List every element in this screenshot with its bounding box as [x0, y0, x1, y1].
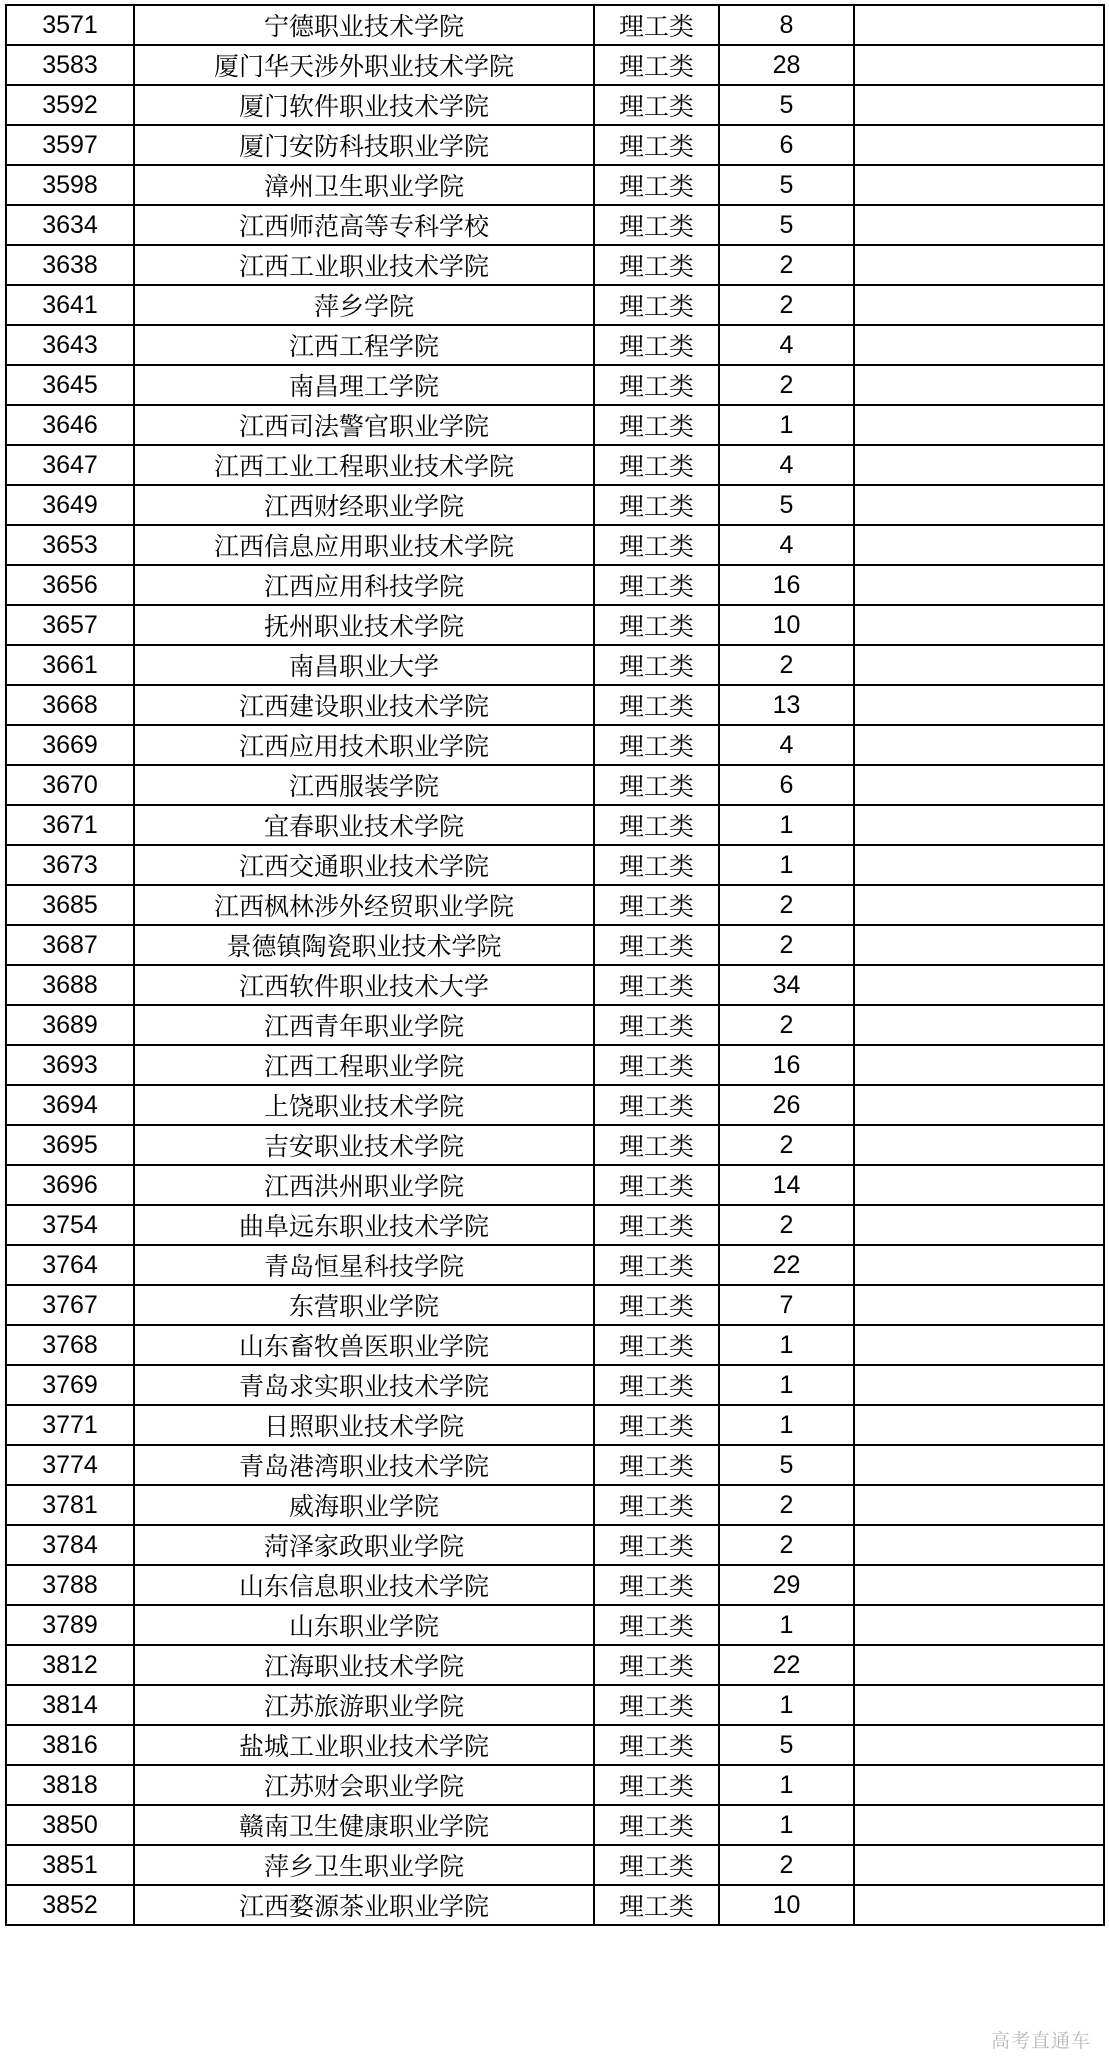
cell-plan-count: 6 — [719, 765, 854, 805]
cell-subject-type: 理工类 — [594, 1845, 719, 1885]
cell-school-name: 江西交通职业技术学院 — [134, 845, 594, 885]
table-row — [6, 725, 1104, 765]
cell-blank — [854, 525, 1104, 565]
cell-school-name: 赣南卫生健康职业学院 — [134, 1805, 594, 1845]
cell-blank — [854, 1205, 1104, 1245]
cell-school-code: 3769 — [6, 1365, 134, 1405]
cell-school-code: 3592 — [6, 85, 134, 125]
cell-school-code: 3694 — [6, 1085, 134, 1125]
cell-plan-count: 1 — [719, 845, 854, 885]
cell-school-name: 抚州职业技术学院 — [134, 605, 594, 645]
cell-school-name: 山东畜牧兽医职业学院 — [134, 1325, 594, 1365]
cell-plan-count: 1 — [719, 1685, 854, 1725]
cell-plan-count: 2 — [719, 925, 854, 965]
cell-school-code: 3653 — [6, 525, 134, 565]
table-row — [6, 1405, 1104, 1445]
cell-subject-type: 理工类 — [594, 285, 719, 325]
cell-plan-count: 1 — [719, 805, 854, 845]
cell-school-code: 3571 — [6, 5, 134, 45]
cell-blank — [854, 1725, 1104, 1765]
table-row — [6, 525, 1104, 565]
cell-blank — [854, 845, 1104, 885]
cell-school-code: 3583 — [6, 45, 134, 85]
cell-blank — [854, 325, 1104, 365]
table-row — [6, 1525, 1104, 1565]
cell-blank — [854, 45, 1104, 85]
table-row — [6, 1365, 1104, 1405]
cell-subject-type: 理工类 — [594, 1605, 719, 1645]
table-row — [6, 1165, 1104, 1205]
cell-school-code: 3597 — [6, 125, 134, 165]
cell-blank — [854, 565, 1104, 605]
cell-plan-count: 2 — [719, 365, 854, 405]
cell-school-code: 3645 — [6, 365, 134, 405]
cell-plan-count: 5 — [719, 485, 854, 525]
cell-subject-type: 理工类 — [594, 1045, 719, 1085]
cell-blank — [854, 205, 1104, 245]
cell-subject-type: 理工类 — [594, 885, 719, 925]
cell-blank — [854, 1405, 1104, 1445]
cell-plan-count: 14 — [719, 1165, 854, 1205]
cell-plan-count: 5 — [719, 165, 854, 205]
cell-subject-type: 理工类 — [594, 205, 719, 245]
cell-school-name: 宜春职业技术学院 — [134, 805, 594, 845]
cell-school-code: 3685 — [6, 885, 134, 925]
cell-school-code: 3641 — [6, 285, 134, 325]
cell-school-code: 3771 — [6, 1405, 134, 1445]
table-row — [6, 1725, 1104, 1765]
cell-subject-type: 理工类 — [594, 365, 719, 405]
table-row — [6, 1205, 1104, 1245]
table-row — [6, 1045, 1104, 1085]
cell-plan-count: 2 — [719, 885, 854, 925]
cell-school-name: 萍乡学院 — [134, 285, 594, 325]
cell-school-code: 3818 — [6, 1765, 134, 1805]
cell-school-name: 江西软件职业技术大学 — [134, 965, 594, 1005]
cell-blank — [854, 1765, 1104, 1805]
cell-subject-type: 理工类 — [594, 5, 719, 45]
table-row — [6, 125, 1104, 165]
cell-blank — [854, 805, 1104, 845]
cell-plan-count: 5 — [719, 1725, 854, 1765]
cell-subject-type: 理工类 — [594, 485, 719, 525]
table-row — [6, 925, 1104, 965]
cell-plan-count: 10 — [719, 605, 854, 645]
cell-blank — [854, 925, 1104, 965]
cell-subject-type: 理工类 — [594, 1205, 719, 1245]
cell-school-code: 3816 — [6, 1725, 134, 1765]
cell-school-code: 3673 — [6, 845, 134, 885]
table-row — [6, 1885, 1104, 1925]
cell-school-code: 3671 — [6, 805, 134, 845]
cell-blank — [854, 1005, 1104, 1045]
cell-subject-type: 理工类 — [594, 325, 719, 365]
cell-school-code: 3850 — [6, 1805, 134, 1845]
cell-plan-count: 5 — [719, 205, 854, 245]
cell-school-name: 江西司法警官职业学院 — [134, 405, 594, 445]
cell-school-name: 山东职业学院 — [134, 1605, 594, 1645]
cell-blank — [854, 1085, 1104, 1125]
cell-plan-count: 2 — [719, 645, 854, 685]
cell-plan-count: 4 — [719, 525, 854, 565]
cell-subject-type: 理工类 — [594, 1565, 719, 1605]
cell-subject-type: 理工类 — [594, 1405, 719, 1445]
table-row — [6, 885, 1104, 925]
table-row — [6, 405, 1104, 445]
cell-plan-count: 4 — [719, 325, 854, 365]
table-row — [6, 1645, 1104, 1685]
table-row — [6, 1325, 1104, 1365]
table-row — [6, 685, 1104, 725]
table-row — [6, 205, 1104, 245]
table-row — [6, 805, 1104, 845]
cell-subject-type: 理工类 — [594, 1445, 719, 1485]
cell-blank — [854, 485, 1104, 525]
table-row — [6, 1765, 1104, 1805]
cell-subject-type: 理工类 — [594, 565, 719, 605]
cell-subject-type: 理工类 — [594, 85, 719, 125]
cell-plan-count: 2 — [719, 1205, 854, 1245]
cell-school-code: 3647 — [6, 445, 134, 485]
cell-school-name: 江西应用技术职业学院 — [134, 725, 594, 765]
table-row — [6, 1565, 1104, 1605]
table-row — [6, 85, 1104, 125]
cell-blank — [854, 1605, 1104, 1645]
cell-subject-type: 理工类 — [594, 1765, 719, 1805]
cell-subject-type: 理工类 — [594, 1485, 719, 1525]
cell-school-code: 3689 — [6, 1005, 134, 1045]
cell-blank — [854, 645, 1104, 685]
cell-blank — [854, 1165, 1104, 1205]
cell-plan-count: 16 — [719, 1045, 854, 1085]
cell-subject-type: 理工类 — [594, 965, 719, 1005]
cell-school-name: 江西工程学院 — [134, 325, 594, 365]
cell-subject-type: 理工类 — [594, 45, 719, 85]
cell-school-code: 3598 — [6, 165, 134, 205]
cell-school-name: 东营职业学院 — [134, 1285, 594, 1325]
cell-blank — [854, 1285, 1104, 1325]
cell-school-name: 江西洪州职业学院 — [134, 1165, 594, 1205]
cell-subject-type: 理工类 — [594, 845, 719, 885]
cell-plan-count: 1 — [719, 1365, 854, 1405]
cell-plan-count: 1 — [719, 405, 854, 445]
cell-plan-count: 1 — [719, 1405, 854, 1445]
cell-blank — [854, 245, 1104, 285]
cell-blank — [854, 1845, 1104, 1885]
cell-blank — [854, 965, 1104, 1005]
cell-plan-count: 2 — [719, 1525, 854, 1565]
cell-plan-count: 5 — [719, 85, 854, 125]
cell-subject-type: 理工类 — [594, 1005, 719, 1045]
cell-school-name: 山东信息职业技术学院 — [134, 1565, 594, 1605]
cell-subject-type: 理工类 — [594, 245, 719, 285]
cell-subject-type: 理工类 — [594, 1725, 719, 1765]
cell-blank — [854, 165, 1104, 205]
cell-school-code: 3784 — [6, 1525, 134, 1565]
cell-subject-type: 理工类 — [594, 725, 719, 765]
cell-subject-type: 理工类 — [594, 1325, 719, 1365]
table-row — [6, 765, 1104, 805]
cell-plan-count: 4 — [719, 445, 854, 485]
table-row — [6, 245, 1104, 285]
cell-blank — [854, 1125, 1104, 1165]
cell-blank — [854, 1325, 1104, 1365]
cell-school-code: 3634 — [6, 205, 134, 245]
cell-school-name: 厦门安防科技职业学院 — [134, 125, 594, 165]
cell-subject-type: 理工类 — [594, 1125, 719, 1165]
cell-school-code: 3643 — [6, 325, 134, 365]
cell-plan-count: 2 — [719, 1485, 854, 1525]
cell-school-name: 日照职业技术学院 — [134, 1405, 594, 1445]
cell-plan-count: 34 — [719, 965, 854, 1005]
cell-school-name: 威海职业学院 — [134, 1485, 594, 1525]
cell-school-name: 江苏财会职业学院 — [134, 1765, 594, 1805]
cell-school-code: 3696 — [6, 1165, 134, 1205]
table-row — [6, 5, 1104, 45]
cell-school-code: 3687 — [6, 925, 134, 965]
cell-blank — [854, 1525, 1104, 1565]
table-row — [6, 965, 1104, 1005]
table-row — [6, 365, 1104, 405]
cell-blank — [854, 125, 1104, 165]
cell-school-name: 曲阜远东职业技术学院 — [134, 1205, 594, 1245]
cell-school-name: 江西信息应用职业技术学院 — [134, 525, 594, 565]
cell-school-name: 江西工业工程职业技术学院 — [134, 445, 594, 485]
cell-school-code: 3768 — [6, 1325, 134, 1365]
cell-school-name: 江西青年职业学院 — [134, 1005, 594, 1045]
cell-blank — [854, 885, 1104, 925]
cell-school-code: 3788 — [6, 1565, 134, 1605]
cell-blank — [854, 5, 1104, 45]
admission-plan-table — [5, 4, 1105, 1926]
table-row — [6, 1285, 1104, 1325]
cell-school-name: 青岛求实职业技术学院 — [134, 1365, 594, 1405]
cell-school-code: 3852 — [6, 1885, 134, 1925]
cell-school-name: 江西工程职业学院 — [134, 1045, 594, 1085]
cell-blank — [854, 685, 1104, 725]
cell-school-name: 江西工业职业技术学院 — [134, 245, 594, 285]
cell-school-name: 青岛港湾职业技术学院 — [134, 1445, 594, 1485]
cell-blank — [854, 445, 1104, 485]
table-row — [6, 1445, 1104, 1485]
cell-plan-count: 1 — [719, 1325, 854, 1365]
table-row — [6, 45, 1104, 85]
cell-school-name: 江海职业技术学院 — [134, 1645, 594, 1685]
cell-school-name: 江西婺源茶业职业学院 — [134, 1885, 594, 1925]
cell-subject-type: 理工类 — [594, 1285, 719, 1325]
cell-blank — [854, 1885, 1104, 1925]
cell-plan-count: 26 — [719, 1085, 854, 1125]
cell-school-name: 江西财经职业学院 — [134, 485, 594, 525]
cell-school-name: 青岛恒星科技学院 — [134, 1245, 594, 1285]
cell-school-code: 3661 — [6, 645, 134, 685]
cell-school-name: 江西师范高等专科学校 — [134, 205, 594, 245]
cell-school-code: 3693 — [6, 1045, 134, 1085]
cell-plan-count: 5 — [719, 1445, 854, 1485]
table-row — [6, 1085, 1104, 1125]
cell-subject-type: 理工类 — [594, 445, 719, 485]
cell-subject-type: 理工类 — [594, 1685, 719, 1725]
cell-subject-type: 理工类 — [594, 1245, 719, 1285]
cell-plan-count: 2 — [719, 1845, 854, 1885]
cell-plan-count: 1 — [719, 1605, 854, 1645]
cell-plan-count: 16 — [719, 565, 854, 605]
cell-school-name: 景德镇陶瓷职业技术学院 — [134, 925, 594, 965]
cell-school-code: 3668 — [6, 685, 134, 725]
table-body — [6, 5, 1104, 1925]
cell-plan-count: 1 — [719, 1805, 854, 1845]
cell-school-code: 3754 — [6, 1205, 134, 1245]
cell-school-code: 3781 — [6, 1485, 134, 1525]
table-row — [6, 1485, 1104, 1525]
cell-blank — [854, 1805, 1104, 1845]
cell-subject-type: 理工类 — [594, 1885, 719, 1925]
cell-blank — [854, 765, 1104, 805]
cell-subject-type: 理工类 — [594, 925, 719, 965]
cell-plan-count: 6 — [719, 125, 854, 165]
cell-blank — [854, 1245, 1104, 1285]
cell-school-name: 厦门软件职业技术学院 — [134, 85, 594, 125]
cell-school-name: 菏泽家政职业学院 — [134, 1525, 594, 1565]
cell-subject-type: 理工类 — [594, 1085, 719, 1125]
cell-school-code: 3774 — [6, 1445, 134, 1485]
table-row — [6, 165, 1104, 205]
cell-school-name: 江西枫林涉外经贸职业学院 — [134, 885, 594, 925]
cell-school-code: 3656 — [6, 565, 134, 605]
table-row — [6, 285, 1104, 325]
cell-subject-type: 理工类 — [594, 1525, 719, 1565]
table-row — [6, 325, 1104, 365]
table-row — [6, 1845, 1104, 1885]
cell-plan-count: 28 — [719, 45, 854, 85]
cell-school-code: 3688 — [6, 965, 134, 1005]
cell-subject-type: 理工类 — [594, 1645, 719, 1685]
cell-school-name: 漳州卫生职业学院 — [134, 165, 594, 205]
table-row — [6, 1805, 1104, 1845]
cell-plan-count: 10 — [719, 1885, 854, 1925]
cell-subject-type: 理工类 — [594, 1165, 719, 1205]
cell-school-name: 上饶职业技术学院 — [134, 1085, 594, 1125]
cell-school-name: 江西建设职业技术学院 — [134, 685, 594, 725]
cell-subject-type: 理工类 — [594, 645, 719, 685]
cell-school-name: 江西服装学院 — [134, 765, 594, 805]
cell-school-name: 江西应用科技学院 — [134, 565, 594, 605]
table-row — [6, 1245, 1104, 1285]
cell-subject-type: 理工类 — [594, 685, 719, 725]
cell-school-code: 3649 — [6, 485, 134, 525]
cell-plan-count: 22 — [719, 1645, 854, 1685]
table-row — [6, 485, 1104, 525]
cell-subject-type: 理工类 — [594, 165, 719, 205]
cell-plan-count: 29 — [719, 1565, 854, 1605]
cell-blank — [854, 1045, 1104, 1085]
cell-blank — [854, 605, 1104, 645]
table-row — [6, 1605, 1104, 1645]
cell-school-code: 3638 — [6, 245, 134, 285]
cell-blank — [854, 1445, 1104, 1485]
cell-school-code: 3669 — [6, 725, 134, 765]
cell-plan-count: 8 — [719, 5, 854, 45]
cell-school-name: 吉安职业技术学院 — [134, 1125, 594, 1165]
cell-blank — [854, 725, 1104, 765]
cell-school-code: 3812 — [6, 1645, 134, 1685]
watermark: 高考直通车 — [990, 2031, 1091, 2052]
table-row — [6, 605, 1104, 645]
table-row — [6, 445, 1104, 485]
cell-school-code: 3789 — [6, 1605, 134, 1645]
cell-blank — [854, 85, 1104, 125]
cell-blank — [854, 1485, 1104, 1525]
cell-plan-count: 7 — [719, 1285, 854, 1325]
cell-blank — [854, 1365, 1104, 1405]
cell-school-code: 3851 — [6, 1845, 134, 1885]
cell-school-code: 3657 — [6, 605, 134, 645]
cell-school-name: 南昌职业大学 — [134, 645, 594, 685]
table-row — [6, 1005, 1104, 1045]
cell-school-code: 3764 — [6, 1245, 134, 1285]
cell-subject-type: 理工类 — [594, 765, 719, 805]
table-row — [6, 1125, 1104, 1165]
cell-blank — [854, 1685, 1104, 1725]
cell-subject-type: 理工类 — [594, 1365, 719, 1405]
cell-blank — [854, 365, 1104, 405]
cell-school-name: 厦门华天涉外职业技术学院 — [134, 45, 594, 85]
cell-plan-count: 2 — [719, 1005, 854, 1045]
cell-subject-type: 理工类 — [594, 805, 719, 845]
cell-school-code: 3767 — [6, 1285, 134, 1325]
cell-subject-type: 理工类 — [594, 405, 719, 445]
cell-plan-count: 22 — [719, 1245, 854, 1285]
cell-school-name: 南昌理工学院 — [134, 365, 594, 405]
cell-plan-count: 4 — [719, 725, 854, 765]
cell-subject-type: 理工类 — [594, 125, 719, 165]
cell-blank — [854, 1645, 1104, 1685]
cell-blank — [854, 405, 1104, 445]
cell-school-name: 江苏旅游职业学院 — [134, 1685, 594, 1725]
cell-school-code: 3670 — [6, 765, 134, 805]
cell-school-code: 3646 — [6, 405, 134, 445]
cell-school-code: 3814 — [6, 1685, 134, 1725]
table-row — [6, 1685, 1104, 1725]
cell-subject-type: 理工类 — [594, 525, 719, 565]
cell-school-code: 3695 — [6, 1125, 134, 1165]
cell-school-name: 萍乡卫生职业学院 — [134, 1845, 594, 1885]
cell-plan-count: 13 — [719, 685, 854, 725]
cell-subject-type: 理工类 — [594, 605, 719, 645]
cell-school-name: 盐城工业职业技术学院 — [134, 1725, 594, 1765]
cell-plan-count: 2 — [719, 1125, 854, 1165]
table-row — [6, 565, 1104, 605]
cell-plan-count: 2 — [719, 285, 854, 325]
table-row — [6, 645, 1104, 685]
cell-plan-count: 1 — [719, 1765, 854, 1805]
cell-plan-count: 2 — [719, 245, 854, 285]
cell-blank — [854, 1565, 1104, 1605]
cell-school-name: 宁德职业技术学院 — [134, 5, 594, 45]
table-row — [6, 845, 1104, 885]
cell-blank — [854, 285, 1104, 325]
cell-subject-type: 理工类 — [594, 1805, 719, 1845]
